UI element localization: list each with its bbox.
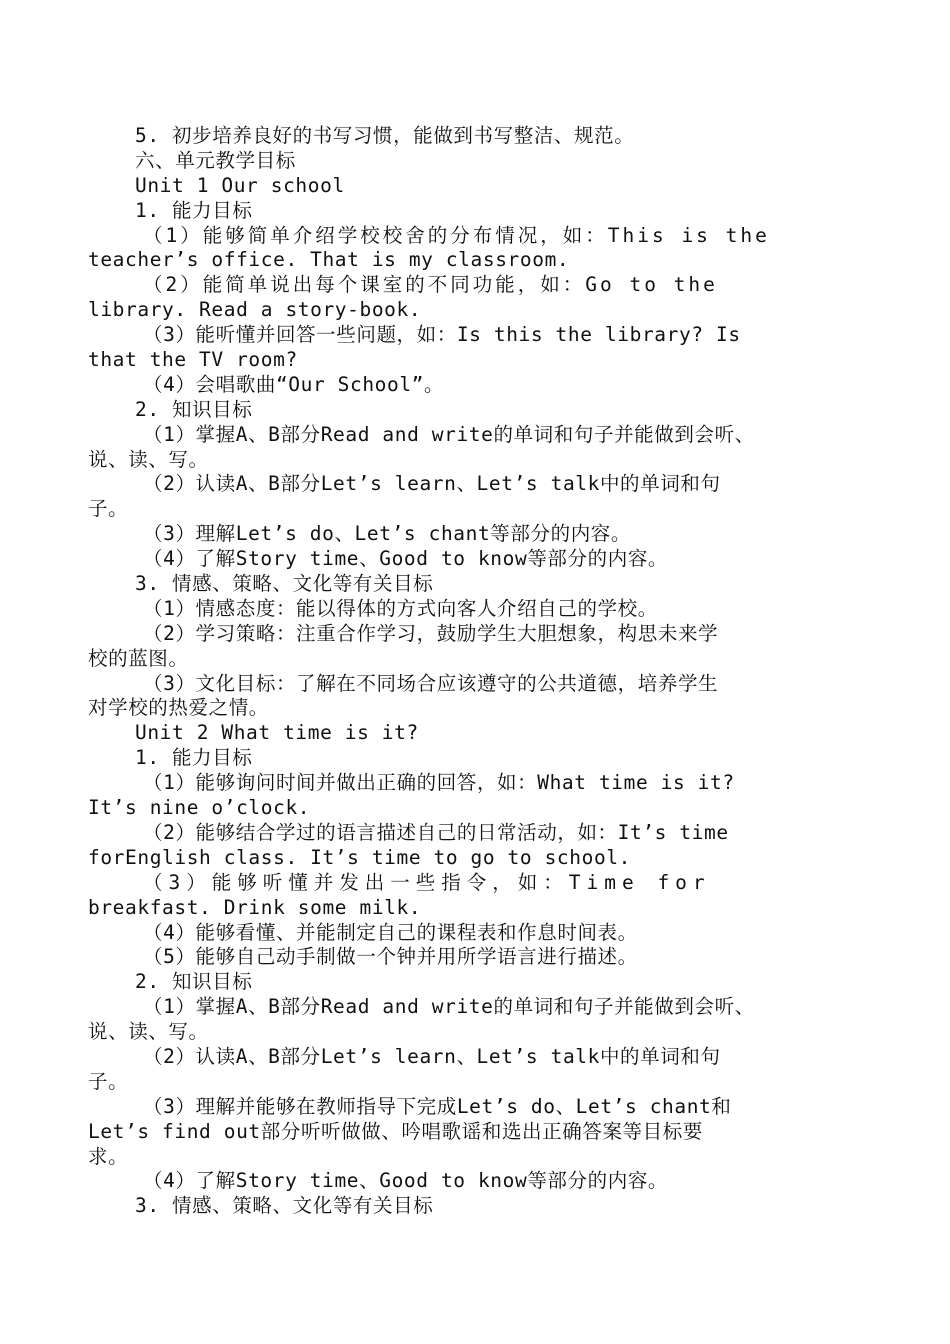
subsection-heading: 3. 情感、策略、文化等有关目标 xyxy=(135,1194,434,1218)
paragraph-line: （3）文化目标：了解在不同场合应该遵守的公共道德，培养学生 xyxy=(143,671,719,695)
paragraph-line: 子。 xyxy=(88,497,129,521)
paragraph-line: 5. 初步培养良好的书写习惯，能做到书写整洁、规范。 xyxy=(135,124,635,147)
paragraph-line: （4）会唱歌曲“Our School”。 xyxy=(143,372,445,396)
paragraph-line: （2）能简单说出每个课室的不同功能，如：Go to the xyxy=(143,273,718,297)
subsection-heading: 3. 情感、策略、文化等有关目标 xyxy=(135,572,434,596)
paragraph-line: （4）了解Story time、Good to know等部分的内容。 xyxy=(143,547,669,571)
paragraph-line: （3）理解Let’s do、Let’s chant等部分的内容。 xyxy=(143,522,631,546)
paragraph-line: 求。 xyxy=(88,1144,129,1168)
paragraph-line: （1）情感态度：能以得体的方式向客人介绍自己的学校。 xyxy=(143,596,658,620)
paragraph-line: that the TV room? xyxy=(88,348,298,372)
unit-heading: Unit 2 What time is it? xyxy=(135,721,419,745)
document-body xyxy=(88,124,864,1219)
paragraph-line: （4）了解Story time、Good to know等部分的内容。 xyxy=(143,1169,669,1193)
paragraph-line: （1）掌握A、B部分Read and write的单词和句子并能做到会听、 xyxy=(143,422,755,446)
unit-heading: Unit 1 Our school xyxy=(135,173,345,197)
section-heading: 六、单元教学目标 xyxy=(135,148,296,172)
paragraph-line: 子。 xyxy=(88,1069,129,1093)
subsection-heading: 1. 能力目标 xyxy=(135,198,253,222)
paragraph-line: （3）能听懂并回答一些问题，如：Is this the library? Is xyxy=(143,323,741,347)
paragraph-line: （1）掌握A、B部分Read and write的单词和句子并能做到会听、 xyxy=(143,995,755,1019)
paragraph-line: library. Read a story-book. xyxy=(88,298,422,322)
paragraph-line: 对学校的热爱之情。 xyxy=(88,696,269,720)
subsection-heading: 2. 知识目标 xyxy=(135,970,253,994)
paragraph-line: （2）能够结合学过的语言描述自己的日常活动，如：It’s time xyxy=(143,820,729,844)
paragraph-line: teacher’s office. That is my classroom. xyxy=(88,248,570,272)
subsection-heading: 2. 知识目标 xyxy=(135,397,253,421)
paragraph-line: （2）认读A、B部分Let’s learn、Let’s talk中的单词和句 xyxy=(143,1044,721,1068)
paragraph-line: （3）理解并能够在教师指导下完成Let’s do、Let’s chant和 xyxy=(143,1094,732,1118)
paragraph-line: （1）能够简单介绍学校校舍的分布情况，如：This is the xyxy=(143,223,770,247)
paragraph-line: （2）学习策略：注重合作学习，鼓励学生大胆想象，构思未来学 xyxy=(143,621,719,645)
paragraph-line: It’s nine o’clock. xyxy=(88,796,311,820)
paragraph-line: breakfast. Drink some milk. xyxy=(88,895,422,919)
paragraph-line: （5）能够自己动手制做一个钟并用所学语言进行描述。 xyxy=(143,945,638,969)
paragraph-line: 说、读、写。 xyxy=(88,1020,209,1044)
paragraph-line: （2）认读A、B部分Let’s learn、Let’s talk中的单词和句 xyxy=(143,472,721,496)
paragraph-line: Let’s find out部分听听做做、吟唱歌谣和选出正确答案等目标要 xyxy=(88,1119,703,1143)
paragraph-line: （3）能够听懂并发出一些指令，如：Time for xyxy=(143,870,711,894)
paragraph-line: （4）能够看懂、并能制定自己的课程表和作息时间表。 xyxy=(143,920,638,944)
paragraph-line: （1）能够询问时间并做出正确的回答，如：What time is it? xyxy=(143,771,735,795)
subsection-heading: 1. 能力目标 xyxy=(135,746,253,770)
paragraph-line: 校的蓝图。 xyxy=(88,646,189,670)
paragraph-line: 说、读、写。 xyxy=(88,447,209,471)
paragraph-line: forEnglish class. It’s time to go to school. xyxy=(88,845,631,869)
